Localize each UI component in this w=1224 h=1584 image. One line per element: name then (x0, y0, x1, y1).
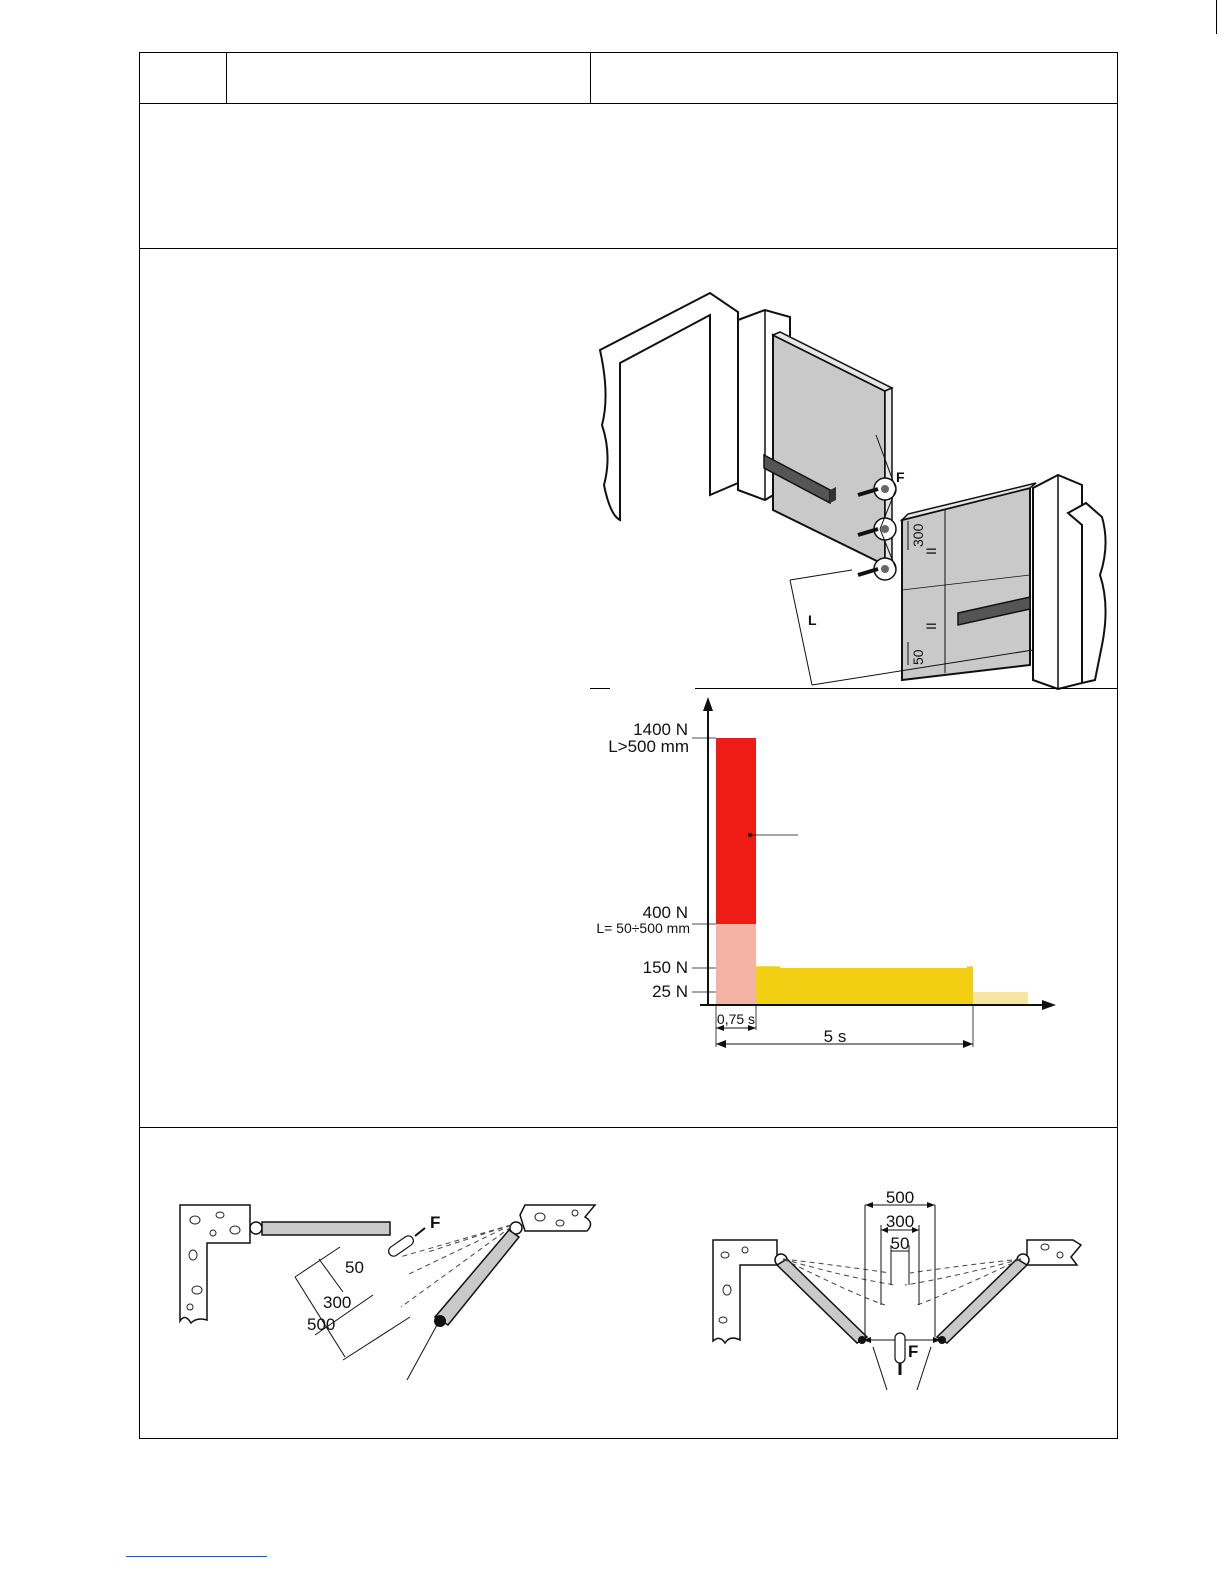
force-time-chart (590, 695, 1070, 1055)
ylabel-400: 400 N (642, 903, 688, 922)
left-wall-section (713, 1240, 777, 1343)
plan-right-force-label: F (908, 1342, 919, 1361)
figure-separator-right (695, 688, 1118, 689)
zone-low-force-bar (716, 924, 756, 1005)
plan-left-force-label: F (430, 1213, 441, 1232)
header-cell-3 (591, 53, 1117, 103)
opening-gate-leaf (435, 1230, 519, 1325)
plan-left-dim-500: 500 (307, 1315, 336, 1334)
ylabel-150: 150 N (642, 958, 688, 977)
gate-diagram (590, 285, 1118, 690)
gate-dim-50: 50 (910, 649, 926, 665)
zone-static-force-peaks (756, 966, 973, 968)
plan-left-dim-50: 50 (345, 1258, 364, 1277)
plan-right-dim-50: 50 (890, 1234, 910, 1253)
plan-left-dim-300: 300 (323, 1293, 352, 1312)
left-gate-leaf (777, 1259, 867, 1343)
zone-residual-force-bar (973, 992, 1028, 1005)
xlabel-5s: 5 s (823, 1027, 847, 1046)
left-wall (600, 293, 738, 520)
plan-view-right (705, 1185, 1095, 1395)
ylabel-cond-low: L= 50÷500 mm (596, 920, 690, 936)
gate-force-label: F (896, 469, 905, 485)
closed-gate-leaf (262, 1222, 390, 1235)
left-wall-section (180, 1205, 250, 1323)
zone-static-force-bar (756, 968, 973, 1005)
right-wall-section (520, 1205, 595, 1231)
page-edge-mark (1216, 0, 1217, 34)
section-divider-1 (139, 248, 1118, 249)
gate-equal-mark-2: II (923, 622, 939, 630)
right-gate-leaf (937, 1259, 1027, 1343)
header-divider (139, 103, 1118, 104)
gate-equal-mark-1: II (923, 547, 939, 555)
ylabel-cond-high: L>500 mm (608, 737, 689, 756)
figure-separator-left (590, 688, 610, 689)
section-divider-2 (139, 1127, 1118, 1128)
header-cell-1 (140, 53, 226, 103)
ylabel-1400: 1400 N (633, 720, 688, 739)
plan-right-dim-500: 500 (885, 1188, 915, 1207)
xlabel-075s: 0,75 s (716, 1011, 756, 1027)
header-cell-2 (227, 53, 590, 103)
plan-view-left (175, 1195, 605, 1395)
right-wall-section (1027, 1240, 1081, 1265)
chart-areas (716, 738, 1028, 1005)
gate-dim-300: 300 (910, 523, 926, 547)
ylabel-25: 25 N (652, 982, 688, 1001)
gate-length-label: L (808, 612, 817, 628)
footer-link-underline[interactable] (126, 1556, 267, 1557)
plan-right-dim-300: 300 (885, 1212, 915, 1231)
